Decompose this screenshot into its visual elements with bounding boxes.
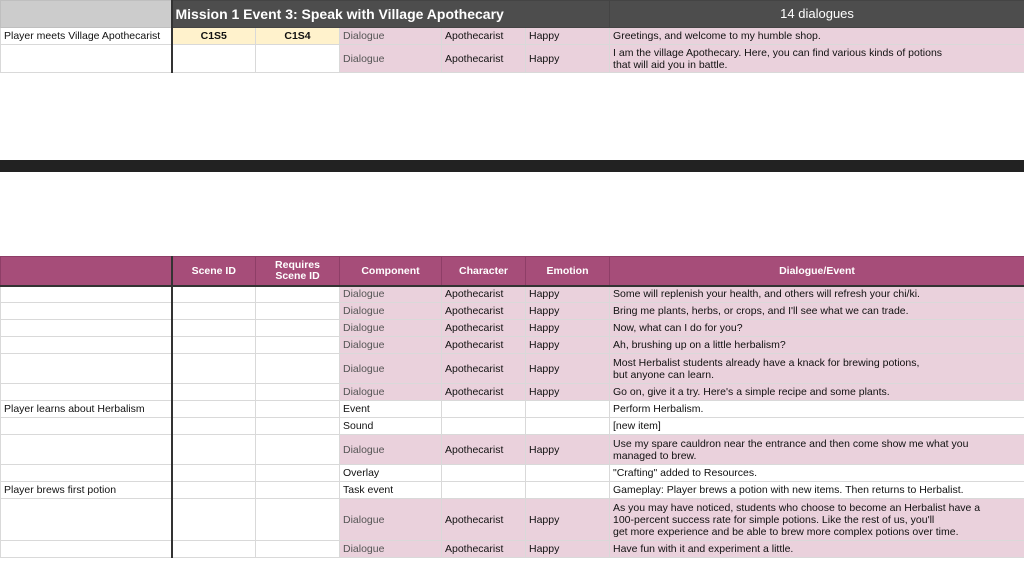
header-requires-scene-id[interactable]: Requires Scene ID xyxy=(256,257,340,286)
dialogue-cell[interactable]: Greetings, and welcome to my humble shop. xyxy=(610,28,1024,45)
dialogue-rows xyxy=(1,286,1024,558)
dialogue-cell[interactable]: [new item] xyxy=(610,418,1024,435)
requires-scene-id-cell[interactable] xyxy=(256,465,340,482)
event-cell[interactable]: Player learns about Herbalism xyxy=(1,401,172,418)
component-cell[interactable]: Sound xyxy=(340,418,442,435)
scene-id-cell[interactable] xyxy=(172,45,256,73)
scene-id-cell[interactable] xyxy=(172,286,256,303)
character-cell[interactable] xyxy=(442,482,526,499)
dialogue-cell[interactable]: As you may have noticed, students who choose to become an Herbalist have a 100-percent success rate for simple potions. Like the rest of us, you'll get more experience and be able to brew more complex potions over time. xyxy=(610,499,1024,541)
requires-scene-id-cell[interactable] xyxy=(256,354,340,384)
component-cell[interactable]: Dialogue xyxy=(340,337,442,354)
character-cell[interactable]: Apothecarist xyxy=(442,354,526,384)
character-cell[interactable]: Apothecarist xyxy=(442,303,526,320)
dialogue-cell[interactable]: Use my spare cauldron near the entrance and then come show me what you managed to brew. xyxy=(610,435,1024,465)
table-row[interactable] xyxy=(1,45,1024,73)
component-cell[interactable]: Task event xyxy=(340,482,442,499)
emotion-cell[interactable]: Happy xyxy=(526,384,610,401)
character-cell[interactable]: Apothecarist xyxy=(442,45,526,73)
dialogue-cell[interactable]: Bring me plants, herbs, or crops, and I'll see what we can trade. xyxy=(610,303,1024,320)
character-cell[interactable]: Apothecarist xyxy=(442,286,526,303)
dialogue-count[interactable]: 14 dialogues xyxy=(610,1,1024,28)
dialogue-cell[interactable]: Ah, brushing up on a little herbalism? xyxy=(610,337,1024,354)
table-row[interactable] xyxy=(1,482,1024,499)
dialogue-cell[interactable]: Have fun with it and experiment a little. xyxy=(610,541,1024,558)
character-cell[interactable] xyxy=(442,418,526,435)
character-cell[interactable] xyxy=(442,401,526,418)
requires-scene-id-cell[interactable] xyxy=(256,499,340,541)
event-cell[interactable] xyxy=(1,320,172,337)
table-row[interactable] xyxy=(1,320,1024,337)
scene-id-cell[interactable] xyxy=(172,401,256,418)
requires-scene-id-cell[interactable] xyxy=(256,320,340,337)
character-cell[interactable]: Apothecarist xyxy=(442,337,526,354)
main-sheet xyxy=(0,256,1024,558)
character-cell[interactable]: Apothecarist xyxy=(442,499,526,541)
emotion-cell[interactable]: Happy xyxy=(526,541,610,558)
header-character[interactable]: Character xyxy=(442,257,526,286)
requires-scene-id-cell[interactable] xyxy=(256,384,340,401)
title-blank-cell[interactable] xyxy=(1,1,172,28)
dialogue-cell[interactable]: Go on, give it a try. Here's a simple recipe and some plants. xyxy=(610,384,1024,401)
table-row[interactable] xyxy=(1,303,1024,320)
table-row[interactable] xyxy=(1,465,1024,482)
table-row[interactable] xyxy=(1,541,1024,558)
table-row[interactable] xyxy=(1,384,1024,401)
character-cell[interactable]: Apothecarist xyxy=(442,435,526,465)
component-cell[interactable]: Dialogue xyxy=(340,28,442,45)
character-cell[interactable]: Apothecarist xyxy=(442,28,526,45)
component-cell[interactable]: Dialogue xyxy=(340,435,442,465)
scene-id-cell[interactable] xyxy=(172,418,256,435)
mission-title[interactable]: Mission 1 Event 3: Speak with Village Apothecary xyxy=(172,1,610,28)
requires-scene-id-cell[interactable] xyxy=(256,45,340,73)
scene-id-cell[interactable] xyxy=(172,384,256,401)
emotion-cell[interactable] xyxy=(526,482,610,499)
component-cell[interactable]: Event xyxy=(340,401,442,418)
emotion-cell[interactable]: Happy xyxy=(526,499,610,541)
header-dialogue-event[interactable]: Dialogue/Event xyxy=(610,257,1024,286)
frozen-pane-divider[interactable] xyxy=(0,160,1024,172)
table-row[interactable] xyxy=(1,435,1024,465)
top-sheet xyxy=(0,0,1024,73)
component-cell[interactable]: Dialogue xyxy=(340,45,442,73)
component-cell[interactable]: Dialogue xyxy=(340,541,442,558)
event-cell[interactable] xyxy=(1,337,172,354)
event-cell[interactable] xyxy=(1,499,172,541)
event-cell[interactable] xyxy=(1,541,172,558)
event-cell[interactable]: Player meets Village Apothecarist xyxy=(1,28,172,45)
dialogue-cell[interactable]: Perform Herbalism. xyxy=(610,401,1024,418)
scene-id-cell[interactable] xyxy=(172,303,256,320)
dialogue-cell[interactable]: "Crafting" added to Resources. xyxy=(610,465,1024,482)
emotion-cell[interactable]: Happy xyxy=(526,435,610,465)
requires-scene-id-cell[interactable] xyxy=(256,482,340,499)
component-cell[interactable]: Dialogue xyxy=(340,320,442,337)
emotion-cell[interactable]: Happy xyxy=(526,45,610,73)
table-row[interactable] xyxy=(1,401,1024,418)
emotion-cell[interactable]: Happy xyxy=(526,320,610,337)
scene-id-cell[interactable] xyxy=(172,499,256,541)
requires-scene-id-cell[interactable] xyxy=(256,435,340,465)
event-cell[interactable] xyxy=(1,418,172,435)
dialogue-cell[interactable]: Gameplay: Player brews a potion with new items. Then returns to Herbalist. xyxy=(610,482,1024,499)
header-bottom-rule xyxy=(0,285,1024,287)
dialogue-cell[interactable]: Some will replenish your health, and others will refresh your chi/ki. xyxy=(610,286,1024,303)
scene-id-cell[interactable] xyxy=(172,482,256,499)
scene-id-cell[interactable]: C1S5 xyxy=(172,28,256,45)
character-cell[interactable] xyxy=(442,465,526,482)
emotion-cell[interactable]: Happy xyxy=(526,303,610,320)
event-cell[interactable] xyxy=(1,354,172,384)
scene-id-cell[interactable] xyxy=(172,541,256,558)
emotion-cell[interactable]: Happy xyxy=(526,286,610,303)
emotion-cell[interactable] xyxy=(526,418,610,435)
emotion-cell[interactable] xyxy=(526,465,610,482)
mission-title-row xyxy=(1,1,1024,28)
requires-scene-id-cell[interactable] xyxy=(256,286,340,303)
event-cell[interactable] xyxy=(1,435,172,465)
scene-id-cell[interactable] xyxy=(172,320,256,337)
dialogue-cell[interactable]: I am the village Apothecary. Here, you can find various kinds of potions that will aid you in battle. xyxy=(610,45,1024,73)
header-component[interactable]: Component xyxy=(340,257,442,286)
table-row[interactable] xyxy=(1,286,1024,303)
dialogue-cell[interactable]: Most Herbalist students already have a knack for brewing potions, but anyone can learn. xyxy=(610,354,1024,384)
event-cell[interactable] xyxy=(1,286,172,303)
header-scene-id[interactable]: Scene ID xyxy=(172,257,256,286)
event-cell[interactable] xyxy=(1,465,172,482)
header-event[interactable] xyxy=(1,257,172,286)
component-cell[interactable]: Dialogue xyxy=(340,384,442,401)
component-cell[interactable]: Dialogue xyxy=(340,354,442,384)
event-cell[interactable] xyxy=(1,303,172,320)
requires-scene-id-cell[interactable] xyxy=(256,401,340,418)
table-row[interactable] xyxy=(1,337,1024,354)
scene-id-cell[interactable] xyxy=(172,337,256,354)
emotion-cell[interactable]: Happy xyxy=(526,337,610,354)
event-cell[interactable]: Player brews first potion xyxy=(1,482,172,499)
table-row[interactable] xyxy=(1,28,1024,45)
event-cell[interactable] xyxy=(1,384,172,401)
table-row[interactable] xyxy=(1,354,1024,384)
scene-id-cell[interactable] xyxy=(172,354,256,384)
table-row[interactable] xyxy=(1,418,1024,435)
scene-id-cell[interactable] xyxy=(172,435,256,465)
character-cell[interactable]: Apothecarist xyxy=(442,541,526,558)
component-cell[interactable]: Dialogue xyxy=(340,499,442,541)
character-cell[interactable]: Apothecarist xyxy=(442,320,526,337)
requires-scene-id-cell[interactable] xyxy=(256,418,340,435)
scene-id-cell[interactable] xyxy=(172,465,256,482)
header-emotion[interactable]: Emotion xyxy=(526,257,610,286)
component-cell[interactable]: Dialogue xyxy=(340,303,442,320)
column-header-row xyxy=(1,257,1024,286)
requires-scene-id-cell[interactable]: C1S4 xyxy=(256,28,340,45)
component-cell[interactable]: Dialogue xyxy=(340,286,442,303)
emotion-cell[interactable]: Happy xyxy=(526,354,610,384)
table-row[interactable] xyxy=(1,499,1024,541)
component-cell[interactable]: Overlay xyxy=(340,465,442,482)
character-cell[interactable]: Apothecarist xyxy=(442,384,526,401)
dialogue-cell[interactable]: Now, what can I do for you? xyxy=(610,320,1024,337)
event-cell[interactable] xyxy=(1,45,172,73)
requires-scene-id-cell[interactable] xyxy=(256,337,340,354)
emotion-cell[interactable] xyxy=(526,401,610,418)
emotion-cell[interactable]: Happy xyxy=(526,28,610,45)
requires-scene-id-cell[interactable] xyxy=(256,303,340,320)
requires-scene-id-cell[interactable] xyxy=(256,541,340,558)
